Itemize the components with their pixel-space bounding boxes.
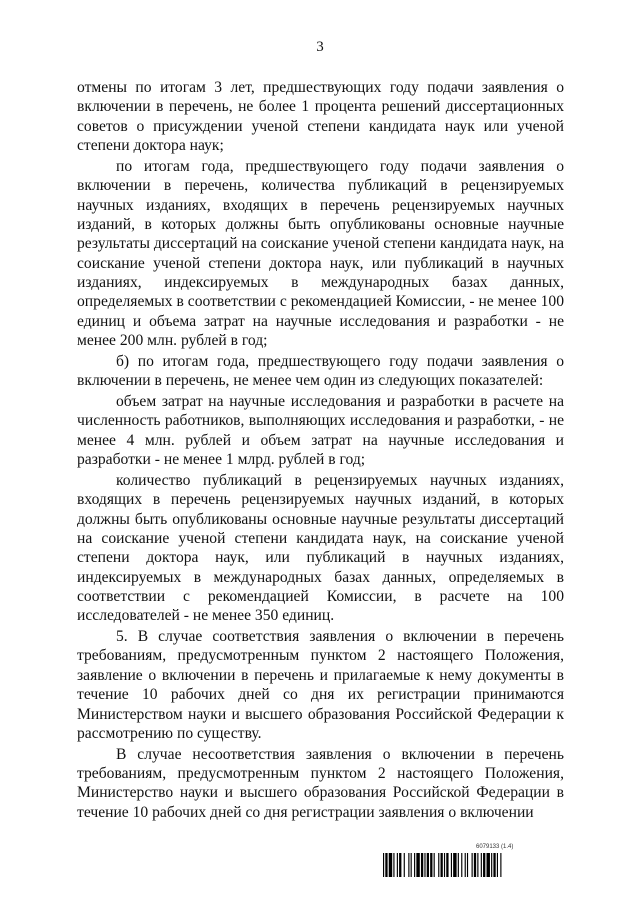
barcode-bar bbox=[497, 853, 498, 877]
barcode-bar bbox=[424, 853, 425, 877]
paragraph-continuation: отмены по итогам 3 лет, предшествующих году подачи заявления о включении в перечень, не более 1 процента решений диссертационных советов о присуждении ученой степени кандидата наук или ученой степени доктора наук; bbox=[77, 79, 564, 155]
barcode-bar bbox=[427, 853, 429, 877]
barcode-bar bbox=[383, 853, 384, 877]
barcode-bar bbox=[399, 853, 401, 877]
barcode-bar bbox=[438, 853, 439, 877]
paragraph: 5. В случае соответствия заявления о включении в перечень требованиям, предусмотренным пунктом 2 настоящего Положения, заявление о включении в перечень и прилагаемые к нему документы в течение 10 рабочих дней со дня их регистрации принимаются Министерством науки и высшего образования Российской Федерации к рассмотрению по существу. bbox=[77, 628, 564, 742]
barcode-bar bbox=[474, 853, 476, 877]
paragraph: В случае несоответствия заявления о включении в перечень требованиям, предусмотренным пунктом 2 настоящего Положения, Министерство науки и высшего образования Российской Федерации в течение 10 рабочих дней со дня регистрации заявления о включении bbox=[77, 745, 564, 821]
barcode-bar bbox=[421, 853, 423, 877]
barcode-bar bbox=[385, 853, 387, 877]
paragraph: по итогам года, предшествующего году подачи заявления о включении в перечень, количества публикаций в рецензируемых научных изданиях, входящих в перечень рецензируемых научных изданий, в которых должны быть опубликованы основные научные результаты диссертаций на соискание ученой степени кандидата наук, на соискание ученой степени доктора наук, или публикаций в научных изданиях, индексируемых в международных базах данных, определяемых в соответствии с рекомендацией Комиссии, - не менее 100 единиц и объема затрат на научные исследования и разработки - не менее 200 млн. рублей в год; bbox=[77, 157, 564, 349]
barcode-bar bbox=[408, 853, 409, 877]
barcode-bar bbox=[481, 853, 482, 877]
document-code: 6079133 (1.4) bbox=[476, 844, 514, 850]
paragraph: объем затрат на научные исследования и разработки в расчете на численность работников, выполняющих исследования и разработки, - не менее 4 млн. рублей и объем затрат на научные исследования и разработки - не менее 1 млрд. рублей в год; bbox=[77, 393, 564, 469]
barcode-bar bbox=[393, 853, 394, 877]
barcode-bar bbox=[414, 853, 415, 877]
document-body bbox=[77, 78, 564, 824]
barcode-bar bbox=[441, 853, 443, 877]
paragraph: б) по итогам года, предшествующего году подачи заявления о включении в перечень, не менее чем один из следующих показателей: bbox=[77, 352, 564, 390]
barcode-bar bbox=[404, 853, 405, 877]
barcode-bar bbox=[451, 853, 452, 877]
barcode-bar bbox=[465, 853, 466, 877]
barcode-bar bbox=[472, 853, 473, 877]
barcode-bar bbox=[467, 853, 468, 877]
barcode-bar bbox=[434, 853, 435, 877]
paragraph: количество публикаций в рецензируемых научных изданиях, входящих в перечень рецензируемых научных изданий, в которых должны быть опубликованы основные научные результаты диссертаций на соискание ученой степени кандидата наук, на соискание ученой степени доктора наук, или публикаций в научных изданиях, индексируемых в международных базах данных, определяемых в соответствии с рекомендацией Комиссии, в расчете на 100 исследователей - не менее 350 единиц. bbox=[77, 471, 564, 625]
barcode-bar bbox=[487, 853, 490, 877]
barcode-bar bbox=[483, 853, 485, 877]
barcode-bar bbox=[411, 853, 412, 877]
barcode-bar bbox=[444, 853, 445, 877]
barcode-bar bbox=[453, 853, 456, 877]
barcode-bar bbox=[397, 853, 398, 877]
barcode-bar bbox=[446, 853, 448, 877]
barcode-bar bbox=[491, 853, 492, 877]
barcode-bar bbox=[389, 853, 392, 877]
page-number: 3 bbox=[316, 39, 324, 55]
barcode-bar bbox=[500, 853, 501, 877]
barcode-bar bbox=[430, 853, 432, 877]
barcode-bar bbox=[461, 853, 462, 877]
barcode-bar bbox=[458, 853, 459, 877]
barcode-bar bbox=[477, 853, 478, 877]
barcode-bar bbox=[416, 853, 419, 877]
barcode-image bbox=[383, 853, 563, 877]
barcode-bar bbox=[493, 853, 495, 877]
